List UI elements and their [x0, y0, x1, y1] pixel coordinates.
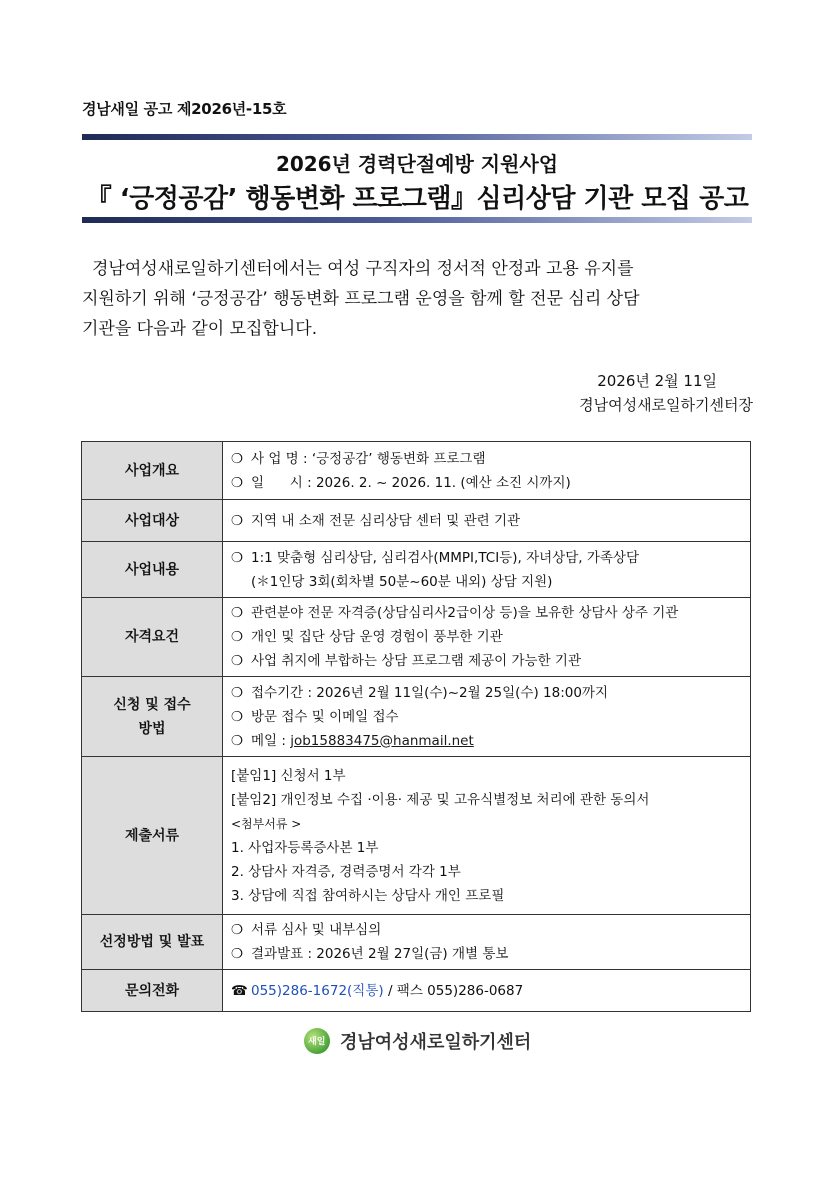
circle-bullet-icon: ❍	[231, 512, 244, 529]
target-text: 지역 내 소재 전문 심리상담 센터 및 관련 기관	[251, 512, 521, 529]
footer-org-name: 경남여성새로일하기센터	[340, 1032, 532, 1053]
row-label: 선정방법 및 발표	[82, 915, 223, 970]
row-content	[223, 970, 751, 1012]
table-row-documents	[82, 757, 751, 915]
row-content	[223, 677, 751, 757]
circle-bullet-icon: ❍	[231, 605, 244, 621]
row-label: 제출서류	[82, 757, 223, 915]
qualification-item: 개인 및 집단 상담 운영 경험이 풍부한 기관	[251, 629, 503, 645]
table-row-content	[82, 542, 751, 598]
row-label: 자격요건	[82, 598, 223, 677]
logo-text: 새일	[308, 1037, 326, 1047]
circle-bullet-icon: ❍	[231, 732, 244, 749]
row-content	[223, 598, 751, 677]
row-label: 사업대상	[82, 500, 223, 542]
content-note: (＊1인당 3회(회차별 50분~60분 내외) 상담 지원)	[251, 573, 553, 590]
document-item: [붙임2] 개인정보 수집 ·이용· 제공 및 고유식별정보 처리에 관한 동의서	[231, 791, 650, 808]
document-item: 2. 상담사 자격증, 경력증명서 각각 1부	[231, 863, 461, 880]
intro-line: 경남여성새로일하기센터에서는 여성 구직자의 정서적 안정과 고용 유지를	[92, 259, 634, 279]
row-label	[82, 677, 223, 757]
application-label-line: 방법	[138, 720, 166, 737]
circle-bullet-icon: ❍	[231, 629, 244, 645]
row-label: 사업개요	[82, 442, 223, 500]
title-line-1: 2026년 경력단절예방 지원사업	[275, 152, 559, 176]
title-divider-bottom	[82, 217, 752, 223]
table-row-application	[82, 677, 751, 757]
document-item: [붙임1] 신청서 1부	[231, 767, 346, 784]
fax-number: / 팩스 055)286-0687	[383, 982, 524, 999]
qualification-item: 사업 취지에 부합하는 상담 프로그램 제공이 가능한 기관	[251, 653, 581, 669]
overview-name: 사 업 명 : ‘긍정공감’ 행동변화 프로그램	[251, 450, 486, 467]
overview-period: 일 시 : 2026. 2. ~ 2026. 11. (예산 소진 시까지)	[251, 474, 571, 491]
row-content	[223, 915, 751, 970]
selection-item: 서류 심사 및 내부심의	[251, 922, 382, 938]
title-divider-top	[82, 134, 752, 140]
document-item: <첨부서류 >	[231, 816, 302, 831]
content-text: 1:1 맞춤형 심리상담, 심리검사(MMPI,TCI등), 자녀상담, 가족상담	[251, 549, 639, 566]
row-content	[223, 442, 751, 500]
application-method: 방문 접수 및 이메일 접수	[251, 708, 399, 725]
application-period: 접수기간 : 2026년 2월 11일(수)~2월 25일(수) 18:00까지	[251, 684, 609, 701]
intro-line: 기관을 다음과 같이 모집합니다.	[82, 319, 318, 339]
document-item: 1. 사업자등록증사본 1부	[231, 839, 379, 856]
notice-date: 2026년 2월 11일	[597, 372, 717, 390]
table-row-qualification	[82, 598, 751, 677]
circle-bullet-icon: ❍	[231, 684, 244, 701]
notice-number: 경남새일 공고 제2026년-15호	[82, 100, 287, 118]
document-item: 3. 상담에 직접 참여하시는 상담사 개인 프로필	[231, 887, 505, 904]
footer	[0, 1028, 835, 1054]
circle-bullet-icon: ❍	[231, 922, 244, 938]
circle-bullet-icon: ❍	[231, 653, 244, 669]
table-row-contact	[82, 970, 751, 1012]
intro-line: 지원하기 위해 ‘긍정공감’ 행동변화 프로그램 운영을 함께 할 전문 심리 상담	[82, 289, 640, 309]
row-content	[223, 542, 751, 598]
circle-bullet-icon: ❍	[231, 946, 244, 962]
circle-bullet-icon: ❍	[231, 549, 244, 566]
circle-bullet-icon: ❍	[231, 450, 244, 467]
saeil-logo-icon	[304, 1028, 330, 1054]
row-label: 문의전화	[82, 970, 223, 1012]
selection-item: 결과발표 : 2026년 2월 27일(금) 개별 통보	[251, 946, 509, 962]
info-table	[81, 441, 751, 1012]
email-prefix: 메일 :	[251, 732, 291, 749]
circle-bullet-icon: ❍	[231, 474, 244, 491]
table-row-selection	[82, 915, 751, 970]
application-label-line: 신청 및 접수	[113, 696, 191, 713]
title-line-2: 『 ‘긍정공감’ 행동변화 프로그램』심리상담 기관 모집 공고	[85, 184, 749, 214]
phone-icon: ☎	[231, 982, 248, 999]
qualification-item: 관련분야 전문 자격증(상담심리사2급이상 등)을 보유한 상담사 상주 기관	[251, 605, 679, 621]
email-link[interactable]: job15883475@hanmail.net	[290, 732, 474, 749]
table-row-overview	[82, 442, 751, 500]
phone-number[interactable]: 055)286-1672(직통)	[251, 982, 384, 999]
row-content	[223, 500, 751, 542]
row-content	[223, 757, 751, 915]
circle-bullet-icon: ❍	[231, 708, 244, 725]
row-label: 사업내용	[82, 542, 223, 598]
intro-paragraph	[82, 254, 752, 344]
notice-sender: 경남여성새로일하기센터장	[579, 396, 753, 414]
table-row-target	[82, 500, 751, 542]
